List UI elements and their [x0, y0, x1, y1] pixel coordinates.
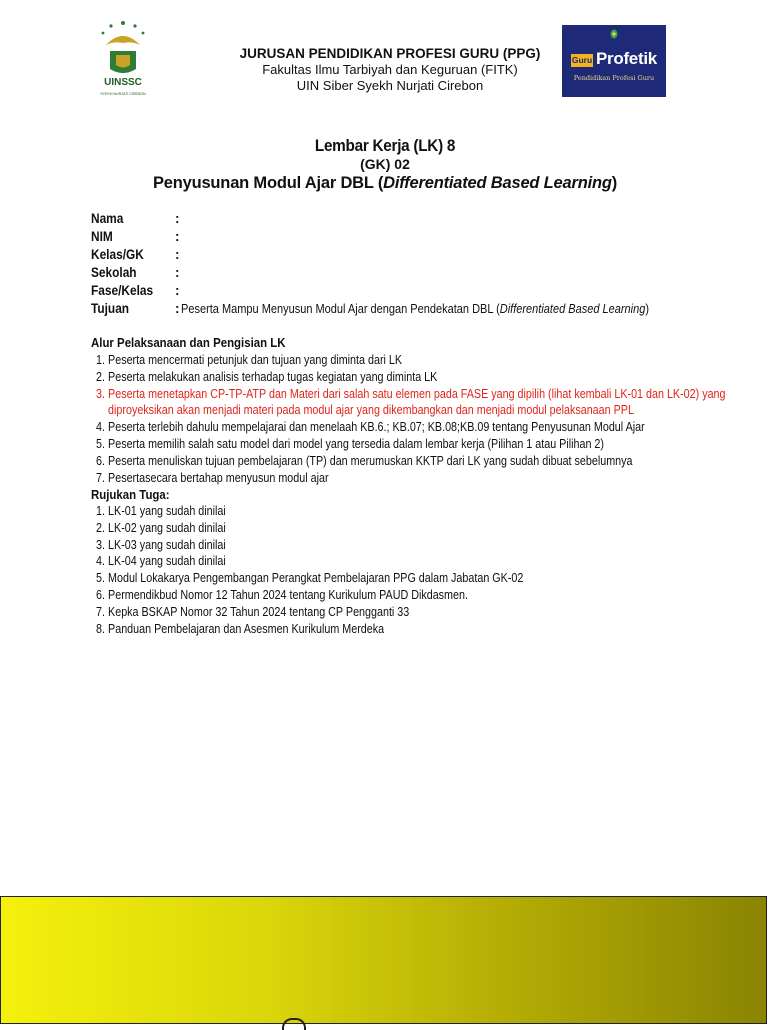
- field-kelas-gk: Kelas/GK :: [91, 247, 180, 262]
- university-name: UIN Siber Syekh Nurjati Cirebon: [296, 78, 484, 93]
- list-item: 1. LK-01 yang sudah dinilai: [96, 504, 226, 518]
- guru-profetik-logo: [562, 25, 666, 97]
- list-item: 4. Peserta terlebih dahulu mempelajarai dan menelaah KB.6.; KB.07; KB.08;KB.09 tentang Penyusunan Modul Ajar: [96, 420, 645, 435]
- rujukan-list: [96, 503, 593, 637]
- list-item: 3. LK-03 yang sudah dinilai: [96, 537, 226, 552]
- profetik-title: Profetik: [596, 49, 657, 68]
- list-item: 5. Peserta memilih salah satu model dari model yang tersedia dalam lembar kerja (Pilihan 1 atau Pilihan 2): [96, 436, 604, 451]
- list-item: 7. Pesertasecara bertahap menyusun modul ajar: [96, 470, 329, 485]
- banner-arc-shape: [282, 1018, 306, 1030]
- alur-heading: Alur Pelaksanaan dan Pengisian LK: [91, 335, 286, 350]
- list-item: 2. Peserta melakukan analisis terhadap tugas kegiatan yang diminta LK: [96, 369, 438, 384]
- list-item: 4. LK-04 yang sudah dinilai: [96, 554, 226, 569]
- logo-text: UINSSC: [104, 77, 142, 88]
- worksheet-subtitle: Penyusunan Modul Ajar DBL (Differentiated Based Learning): [152, 174, 618, 192]
- profetik-subtitle: Pendidikan Profesi Guru: [573, 74, 655, 82]
- list-item: 1. Peserta mencermati petunjuk dan tujuan yang diminta dari LK: [96, 353, 403, 367]
- bottom-banner: [0, 896, 767, 1024]
- rujukan-heading: Rujukan Tuga:: [91, 487, 170, 502]
- faculty-name: Fakultas Ilmu Tarbiyah dan Keguruan (FITK): [262, 62, 518, 77]
- emblem-icon: [610, 29, 618, 39]
- department-name: JURUSAN PENDIDIKAN PROFESI GURU (PPG): [239, 46, 541, 61]
- identity-fields: [91, 211, 711, 319]
- list-item: 5. Modul Lokakarya Pengembangan Perangkat Pembelajaran PPG dalam Jabatan GK-02: [96, 571, 524, 586]
- field-sekolah: Sekolah :: [91, 265, 180, 280]
- field-nim: NIM :: [91, 229, 180, 244]
- alur-list: [96, 352, 768, 486]
- uinssc-logo: [86, 15, 160, 100]
- field-tujuan: Tujuan : Peserta Mampu Menyusun Modul Ajar dengan Pendekatan DBL (Differentiated Based Learning): [91, 301, 649, 316]
- field-tujuan-value: Peserta Mampu Menyusun Modul Ajar dengan Pendekatan DBL (Differentiated Based Learning): [181, 302, 649, 316]
- field-nama: Nama :: [91, 211, 180, 226]
- list-item: 8. Panduan Pembelajaran dan Asesmen Kurikulum Merdeka: [96, 621, 385, 636]
- field-fase-kelas: Fase/Kelas :: [91, 283, 180, 298]
- worksheet-title: Lembar Kerja (LK) 8: [314, 136, 456, 155]
- institution-header: [190, 46, 590, 94]
- list-item: 6. Permendikbud Nomor 12 Tahun 2024 tentang Kurikulum PAUD Dikdasmen.: [96, 587, 468, 602]
- list-item-highlight: 3. Peserta menetapkan CP-TP-ATP dan Materi dari salah satu elemen pada FASE yang dipilih (lihat kembali LK-01 dan LK-02) yang: [96, 386, 726, 401]
- list-item: 6. Peserta menuliskan tujuan pembelajaran (TP) dan merumuskan KKTP dari LK yang sudah dibuat sebelumnya: [96, 453, 633, 468]
- worksheet-code: (GK) 02: [360, 156, 410, 172]
- list-item: 7. Kepka BSKAP Nomor 32 Tahun 2024 tentang CP Pengganti 33: [96, 604, 410, 619]
- logo-subtext: SYEKH NURJATI CIREBON: [100, 92, 146, 96]
- list-item-highlight-continued: diproyeksikan akan menjadi materi pada modul ajar yang dikembangkan dan menjadi modul pelaksanaan PPL: [108, 403, 634, 418]
- guru-badge: Guru: [571, 55, 593, 65]
- list-item: 2. LK-02 yang sudah dinilai: [96, 520, 226, 535]
